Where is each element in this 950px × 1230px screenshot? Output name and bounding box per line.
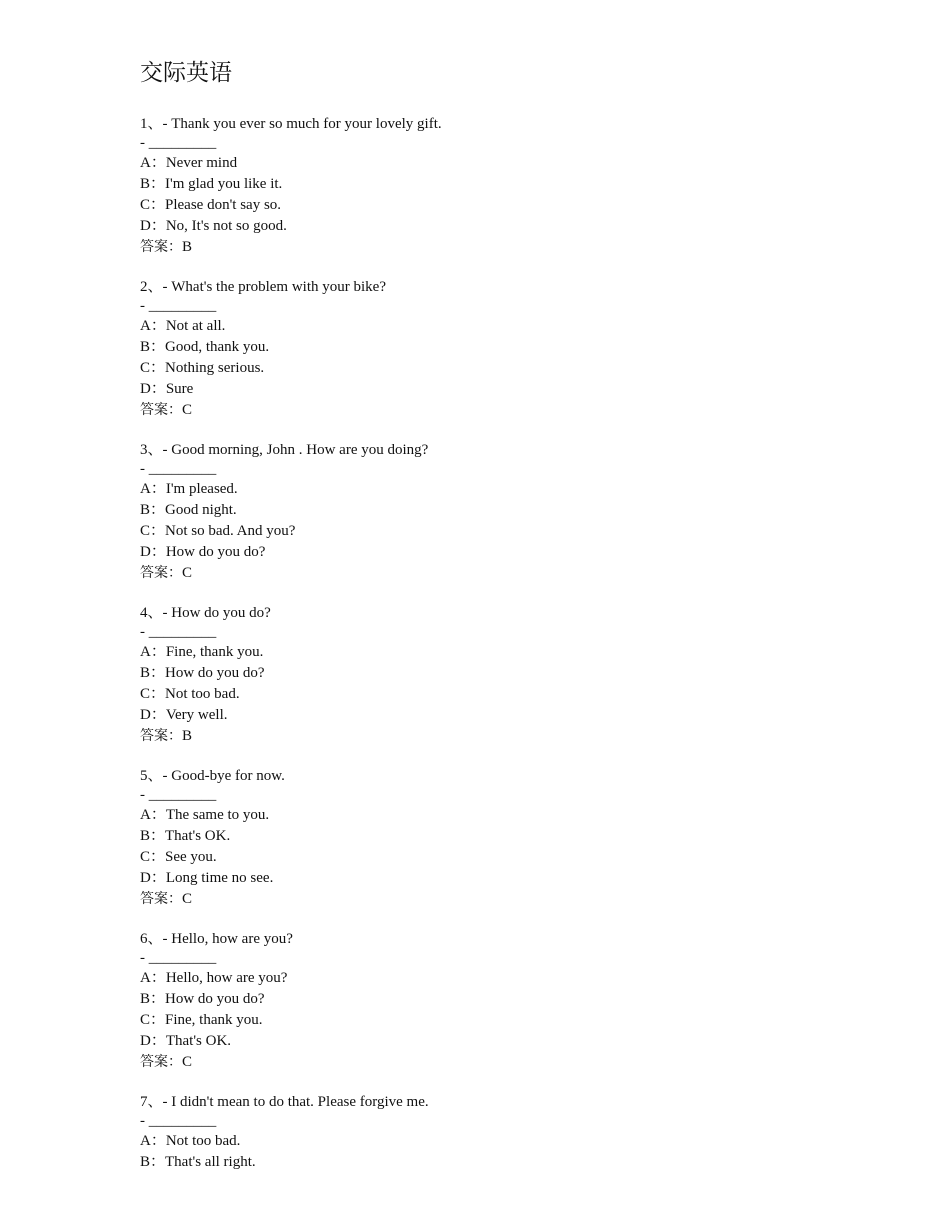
question-stem <box>140 277 900 297</box>
answer-label: 答案： <box>140 891 182 907</box>
answer-line <box>140 726 900 747</box>
question-prompt: - Hello, how are you? <box>162 931 293 947</box>
option-text: How do you do? <box>165 665 265 681</box>
option-a <box>140 805 900 826</box>
option-a <box>140 642 900 663</box>
option-b <box>140 174 900 195</box>
question-prompt: - Good morning, John . How are you doing? <box>162 442 429 458</box>
option-letter: C： <box>140 197 166 213</box>
answer-value: C <box>182 565 193 581</box>
answer-line <box>140 237 900 258</box>
option-text: I'm glad you like it. <box>165 176 283 192</box>
question-item <box>140 603 900 747</box>
option-d <box>140 1031 900 1052</box>
answer-blank: - _________ <box>140 624 217 640</box>
answer-line <box>140 1052 900 1073</box>
question-prompt: - I didn't mean to do that. Please forgive me. <box>162 1094 429 1110</box>
question-stem <box>140 929 900 949</box>
option-d <box>140 705 900 726</box>
option-letter: B： <box>140 991 166 1007</box>
question-stem <box>140 766 900 786</box>
option-a <box>140 153 900 174</box>
option-text: How do you do? <box>165 991 265 1007</box>
option-text: No, It's not so good. <box>165 218 287 234</box>
option-text: That's OK. <box>165 828 231 844</box>
option-text: Not so bad. And you? <box>165 523 296 539</box>
option-letter: B： <box>140 339 166 355</box>
option-letter: C： <box>140 360 166 376</box>
answer-line <box>140 563 900 584</box>
option-letter: D： <box>140 1033 166 1049</box>
answer-value: C <box>182 402 193 418</box>
answer-value: B <box>182 239 193 255</box>
option-letter: C： <box>140 686 166 702</box>
option-b <box>140 337 900 358</box>
question-list <box>140 114 900 1173</box>
option-letter: B： <box>140 1154 166 1170</box>
question-number: 5、 <box>140 768 163 784</box>
option-letter: D： <box>140 218 166 234</box>
option-letter: B： <box>140 502 166 518</box>
option-text: Good night. <box>165 502 237 518</box>
option-text: Long time no see. <box>165 870 274 886</box>
option-c <box>140 358 900 379</box>
option-text: How do you do? <box>165 544 266 560</box>
answer-blank: - _________ <box>140 135 217 151</box>
option-text: That's OK. <box>165 1033 232 1049</box>
option-letter: A： <box>140 318 166 334</box>
question-prompt: - Thank you ever so much for your lovely gift. <box>162 116 442 132</box>
answer-label: 答案： <box>140 239 182 255</box>
option-text: Not too bad. <box>165 686 240 702</box>
option-b <box>140 989 900 1010</box>
option-c <box>140 684 900 705</box>
question-item <box>140 929 900 1073</box>
question-number: 3、 <box>140 442 163 458</box>
answer-label: 答案： <box>140 402 182 418</box>
question-stem <box>140 114 900 134</box>
option-text: Sure <box>165 381 194 397</box>
option-letter: D： <box>140 707 166 723</box>
option-letter: C： <box>140 523 166 539</box>
option-a <box>140 1131 900 1152</box>
option-letter: A： <box>140 1133 166 1149</box>
option-letter: A： <box>140 644 166 660</box>
option-a <box>140 316 900 337</box>
question-number: 7、 <box>140 1094 163 1110</box>
answer-value: B <box>182 728 193 744</box>
option-text: Hello, how are you? <box>165 970 288 986</box>
question-prompt: - Good-bye for now. <box>162 768 285 784</box>
option-c <box>140 1010 900 1031</box>
option-text: Not too bad. <box>165 1133 241 1149</box>
option-text: Fine, thank you. <box>165 1012 263 1028</box>
answer-line <box>140 889 900 910</box>
question-number: 1、 <box>140 116 163 132</box>
option-letter: A： <box>140 481 166 497</box>
option-text: Please don't say so. <box>165 197 282 213</box>
option-d <box>140 379 900 400</box>
answer-label: 答案： <box>140 1054 182 1070</box>
option-c <box>140 847 900 868</box>
option-c <box>140 521 900 542</box>
option-letter: A： <box>140 970 166 986</box>
option-letter: D： <box>140 381 166 397</box>
question-prompt: - What's the problem with your bike? <box>162 279 386 295</box>
question-item <box>140 1092 900 1173</box>
option-text: That's all right. <box>165 1154 256 1170</box>
question-stem <box>140 603 900 623</box>
option-b <box>140 1152 900 1173</box>
option-text: Never mind <box>165 155 238 171</box>
answer-label: 答案： <box>140 728 182 744</box>
option-d <box>140 216 900 237</box>
option-a <box>140 479 900 500</box>
option-d <box>140 868 900 889</box>
option-text: See you. <box>165 849 217 865</box>
answer-blank: - _________ <box>140 461 217 477</box>
question-item <box>140 440 900 584</box>
option-text: Good, thank you. <box>165 339 270 355</box>
option-letter: B： <box>140 665 166 681</box>
option-b <box>140 826 900 847</box>
option-text: Fine, thank you. <box>165 644 264 660</box>
option-letter: B： <box>140 828 166 844</box>
option-b <box>140 500 900 521</box>
question-item <box>140 277 900 421</box>
answer-blank: - _________ <box>140 787 217 803</box>
option-a <box>140 968 900 989</box>
option-text: Not at all. <box>165 318 226 334</box>
question-item <box>140 766 900 910</box>
option-letter: A： <box>140 807 166 823</box>
option-letter: C： <box>140 1012 166 1028</box>
question-number: 2、 <box>140 279 163 295</box>
option-text: Nothing serious. <box>165 360 265 376</box>
option-letter: D： <box>140 544 166 560</box>
question-number: 6、 <box>140 931 163 947</box>
document-page <box>140 58 900 1192</box>
question-stem <box>140 440 900 460</box>
option-d <box>140 542 900 563</box>
page-title: 交际英语 <box>140 60 232 86</box>
option-b <box>140 663 900 684</box>
option-text: I'm pleased. <box>165 481 238 497</box>
answer-label: 答案： <box>140 565 182 581</box>
option-letter: D： <box>140 870 166 886</box>
answer-blank: - _________ <box>140 1113 217 1129</box>
question-item <box>140 114 900 258</box>
question-stem <box>140 1092 900 1112</box>
answer-line <box>140 400 900 421</box>
answer-blank: - _________ <box>140 298 217 314</box>
question-number: 4、 <box>140 605 163 621</box>
option-letter: A： <box>140 155 166 171</box>
answer-value: C <box>182 1054 193 1070</box>
option-letter: B： <box>140 176 166 192</box>
answer-blank: - _________ <box>140 950 217 966</box>
option-text: The same to you. <box>165 807 270 823</box>
option-text: Very well. <box>165 707 228 723</box>
question-prompt: - How do you do? <box>162 605 271 621</box>
answer-value: C <box>182 891 193 907</box>
option-c <box>140 195 900 216</box>
option-letter: C： <box>140 849 166 865</box>
